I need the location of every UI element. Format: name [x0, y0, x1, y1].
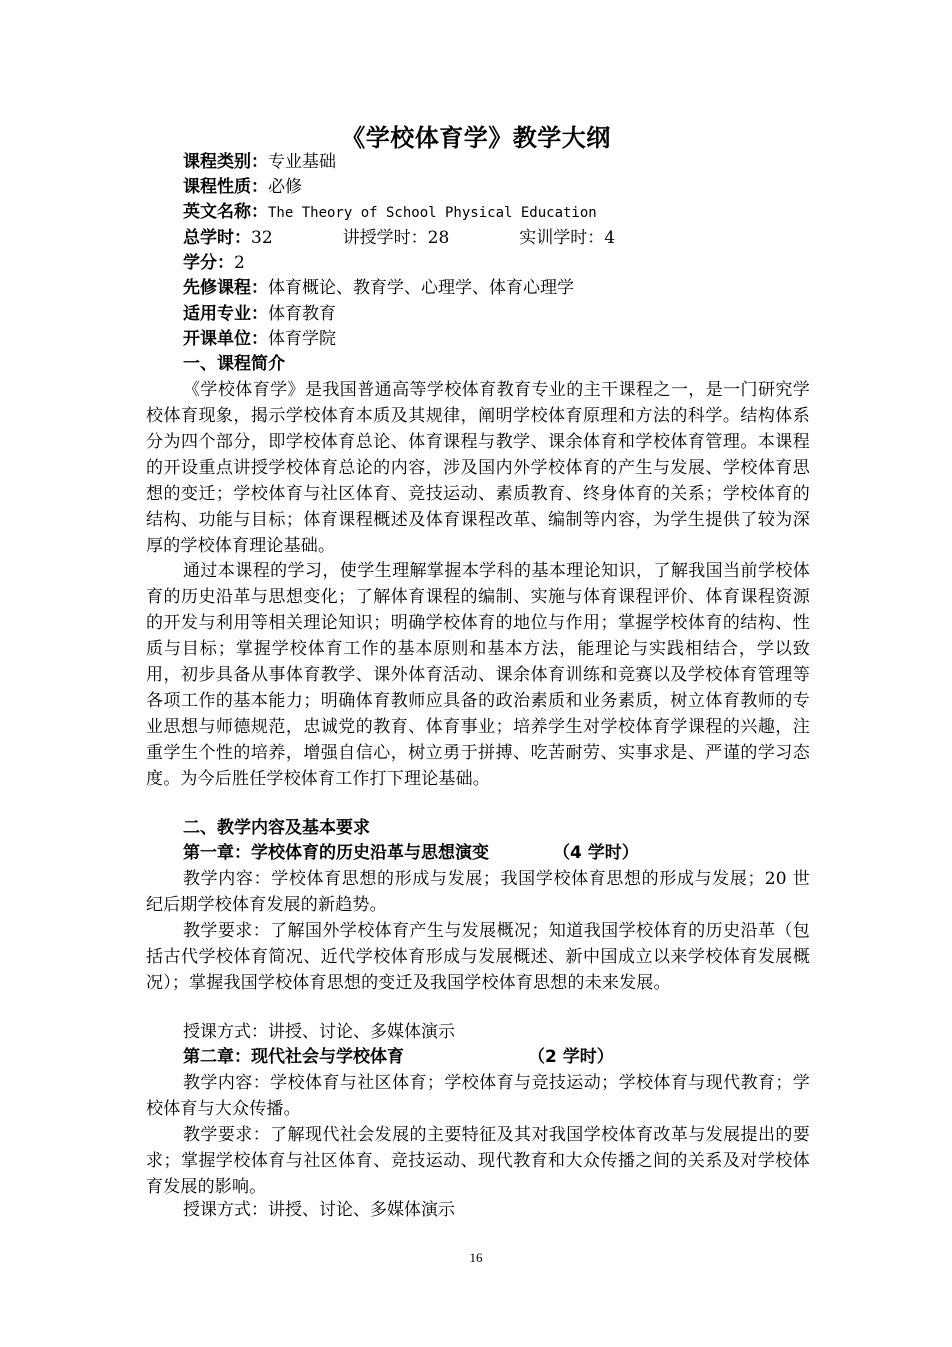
lecture-hours-value: 28	[427, 228, 450, 248]
chapter-2-title	[183, 1045, 614, 1070]
document-title: 《学校体育学》教学大纲	[341, 124, 611, 152]
page-number: 16	[469, 1250, 483, 1265]
course-category-value: 专业基础	[268, 152, 336, 172]
offering-unit-label: 开课单位：	[183, 329, 268, 349]
english-name-value: The Theory of School Physical Education	[268, 205, 597, 221]
chapter-1-name: 第一章：学校体育的历史沿革与思想演变	[183, 843, 489, 863]
prerequisites	[183, 276, 574, 301]
applicable-major-value: 体育教育	[268, 304, 336, 324]
chapter-2-name: 第二章：现代社会与学校体育	[183, 1047, 404, 1067]
course-nature-label: 课程性质：	[183, 177, 268, 197]
english-name	[183, 200, 597, 225]
lecture-hours-label: 讲授学时：	[342, 228, 428, 248]
applicable-major	[183, 302, 336, 327]
hours-row	[183, 226, 615, 251]
intro-paragraph-1: 《学校体育学》是我国普通高等学校体育教育专业的主干课程之一，是一门研究学校体育现象，揭示学校体育本质及其规律，阐明学校体育原理和方法的科学。结构体系分为四个部分，即学校体育总论、体育课程与教学、课余体育和学校体育管理。本课程的开设重点讲授学校体育总论的内容，涉及国内外学校体育的产生与发展、学校体育思想的变迁；学校体育与社区体育、竞技运动、素质教育、终身体育的关系；学校体育的结构、功能与目标；体育课程概述及体育课程改革、编制等内容，为学生提供了较为深厚的学校体育理论基础。	[146, 380, 810, 556]
credits-label: 学分：	[183, 253, 234, 273]
offering-unit	[183, 327, 336, 352]
total-hours-label: 总学时：	[183, 228, 251, 248]
chapter-1-content: 教学内容：学校体育思想的形成与发展；我国学校体育思想的形成与发展；20 世纪后期学校体育发展的新趋势。	[146, 869, 810, 915]
chapter-2-content: 教学内容：学校体育与社区体育；学校体育与竞技运动；学校体育与现代教育；学校体育与大众传播。	[146, 1073, 810, 1119]
section-heading-intro: 一、课程简介	[183, 354, 285, 374]
chapter-1-title	[183, 841, 639, 866]
prerequisites-value: 体育概论、教育学、心理学、体育心理学	[268, 278, 574, 298]
offering-unit-value: 体育学院	[268, 329, 336, 349]
applicable-major-label: 适用专业：	[183, 304, 268, 324]
english-name-label: 英文名称：	[183, 202, 268, 222]
credits-value: 2	[234, 253, 245, 273]
chapter-2-requirements: 教学要求：了解现代社会发展的主要特征及其对我国学校体育改革与发展提出的要求；掌握学校体育与社区体育、竞技运动、现代教育和大众传播之间的关系及对学校体育发展的影响。	[146, 1125, 810, 1197]
chapter-2-method: 授课方式：讲授、讨论、多媒体演示	[183, 1200, 455, 1220]
course-nature-value: 必修	[268, 177, 302, 197]
practice-hours-label: 实训学时：	[519, 228, 605, 248]
course-category-label: 课程类别：	[183, 152, 268, 172]
course-nature	[183, 175, 302, 200]
intro-paragraph-2: 通过本课程的学习，使学生理解掌握本学科的基本理论知识，了解我国当前学校体育的历史沿革与思想变化；了解体育课程的编制、实施与体育课程评价、体育课程资源的开发与利用等相关理论知识；明确学校体育的地位与作用；掌握学校体育的结构、性质与目标；掌握学校体育工作的基本原则和基本方法，能理论与实践相结合，学以致用，初步具备从事体育教学、课外体育活动、课余体育训练和竞赛以及学校体育管理等各项工作的基本能力；明确体育教师应具备的政治素质和业务素质，树立体育教师的专业思想与师德规范，忠诚党的教育、体育事业；培养学生对学校体育学课程的兴趣，注重学生个性的培养，增强自信心，树立勇于拼搏、吃苦耐劳、实事求是、严谨的学习态度。为今后胜任学校体育工作打下理论基础。	[146, 561, 810, 789]
course-category	[183, 150, 336, 175]
chapter-1-method: 授课方式：讲授、讨论、多媒体演示	[183, 1022, 455, 1042]
prerequisites-label: 先修课程：	[183, 278, 268, 298]
practice-hours-value: 4	[604, 228, 616, 248]
credits	[183, 251, 245, 276]
chapter-2-hours: （2 学时）	[528, 1047, 614, 1067]
total-hours-value: 32	[251, 228, 273, 248]
chapter-1-requirements: 教学要求：了解国外学校体育产生与发展概况；知道我国学校体育的历史沿革（包括古代学校体育简况、近代学校体育形成与发展概述、新中国成立以来学校体育发展概况）；掌握我国学校体育思想的变迁及我国学校体育思想的未来发展。	[146, 921, 810, 993]
chapter-1-hours: （4 学时）	[553, 843, 639, 863]
section-heading-content: 二、教学内容及基本要求	[183, 818, 370, 838]
